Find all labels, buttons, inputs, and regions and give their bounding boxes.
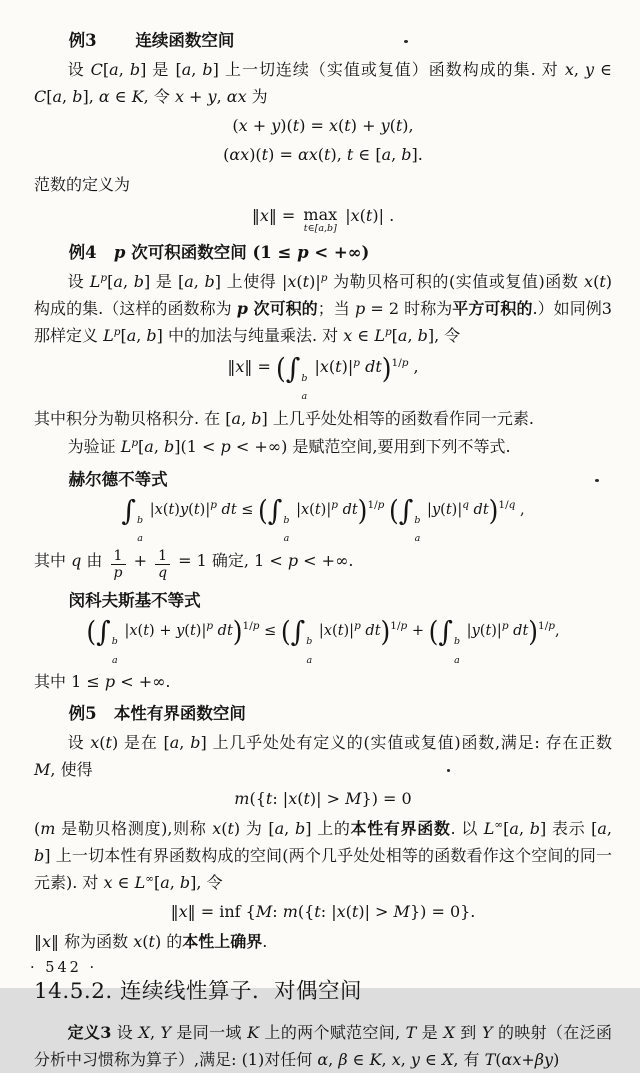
formula-sum-definition: (x + y)(t) = x(t) + y(t), — [232, 116, 414, 135]
example-5-title: 本性有界函数空间 — [113, 704, 246, 724]
formula-essential-sup-norm: ‖x‖ = inf {M: m({t: |x(t)| > M}) = 0}. — [170, 902, 476, 922]
holder-inequality-heading: 赫尔德不等式 — [68, 469, 168, 489]
essentially-bounded-paragraph: (m 是勒贝格测度),则称 x(t) 为 [a, b] 上的本性有界函数. 以 L∞[a, b] 表示 [a, b] 上一切本性有界函数构成的空间(两个几乎处处相等的函数看作这个空间的同一元素). 对 x ∈ L∞[a, b], 令 — [34, 819, 612, 893]
inequalities-intro: 为验证 $L^p[a$, b](1 < p < +∞) 是赋范空间,要用到下列不等式. — [67, 436, 511, 456]
example-5-label: 例5 — [68, 704, 97, 724]
lebesgue-integral-note: 其中积分为勒贝格积分. 在 [a, b] 上几乎处处相等的函数看作同一元素. — [34, 408, 534, 428]
example-4-label: 例4 — [68, 242, 97, 262]
example-5-paragraph: 设 x(t) 是在 [a, b] 上几乎处处有定义的(实值或复值)函数,满足: 存在正数 M, 使得 — [34, 733, 612, 780]
example-4-title: p 次可积函数空间 (1 ≤ p < +∞) — [113, 242, 370, 262]
example-5-heading — [34, 702, 612, 726]
minkowski-condition: 其中 1 ≤ p < +∞. — [34, 672, 171, 692]
essential-sup-note: ‖x‖ 称为函数 x(t) 的本性上确界. — [34, 932, 268, 952]
formula-measure-zero: m({t: |x(t)| > M}) = 0 — [234, 789, 412, 809]
formula-holder-inequality: ∫ b a $|x(t)y(t)|^p$ dt ≤ (∫ b a $|x(t)|^p$ dt)$^{1/p}$ (∫ b a $|y(t)|^q$ dt)$^{1/q}$ , — [121, 493, 525, 545]
formula-max-norm: ‖x‖ = max t∈[a,b] |x(t)| . — [251, 205, 395, 234]
example-3-heading — [34, 29, 612, 53]
scan-speck — [447, 769, 450, 772]
example-3-label: 例3 — [68, 31, 97, 50]
minkowski-inequality-heading: 闵科夫斯基不等式 — [68, 591, 201, 611]
example-3-title: 连续函数空间 — [135, 31, 235, 50]
formula-lp-norm: ‖x‖ = (∫ b a $|x(t)|^p$ dt)$^{1/p}$ , — [227, 351, 419, 403]
section-14-5-2-heading: 14.5.2. 连续线性算子．对偶空间 — [34, 979, 363, 1005]
formula-scalar-definition: (αx)(t) = αx(t), t ∈ [a, b]. — [223, 145, 423, 164]
definition-3-paragraph: 定义3 设 X, Y 是同一域 K 上的两个赋范空间, T 是 X 到 Y 的映射（在泛函分析中习惯称为算子）,满足: (1)对任何 α, β ∈ K, x, y ∈ X, 有 T(αx+βy) — [34, 1023, 612, 1070]
scan-speck — [595, 479, 599, 482]
example-4-paragraph: 设 $L^p[a$, b] 是 [a, b] 上使得 $|x(t)|^p$ 为勒贝格可积的(实值或复值)函数 x(t) 构成的集.（这样的函数称为 p 次可积的；当 p = 2 时称为平方可积的.）如同例3那样定义 $L^p[a$, b] 中的加法与纯量乘法. 对 x ∈ $L^p[a$, b], 令 — [34, 271, 613, 345]
example-3-paragraph: 设 C[a, b] 是 [a, b] 上一切连续（实值或复值）函数构成的集. 对 x, y ∈ C[a, b], α ∈ K, 令 x + y, αx 为 — [34, 60, 613, 106]
holder-condition: 其中 q 由 $\frac{1}{p}$ + $\frac{1}{q}$ = 1 确定, 1 < p < +∞. — [34, 547, 354, 581]
scan-speck — [404, 40, 408, 43]
norm-definition-intro: 范数的定义为 — [34, 175, 131, 194]
example-4-heading — [34, 241, 612, 265]
page-number: · 542 · — [30, 960, 98, 976]
formula-minkowski-inequality: (∫ b a $|x(t) + y(t)|^p$ dt)$^{1/p}$ ≤ (∫ b a $|x(t)|^p$ dt)$^{1/p}$ + (∫ b a $|y(t)|^p$ dt)$^{1/p}$, — [86, 615, 560, 666]
